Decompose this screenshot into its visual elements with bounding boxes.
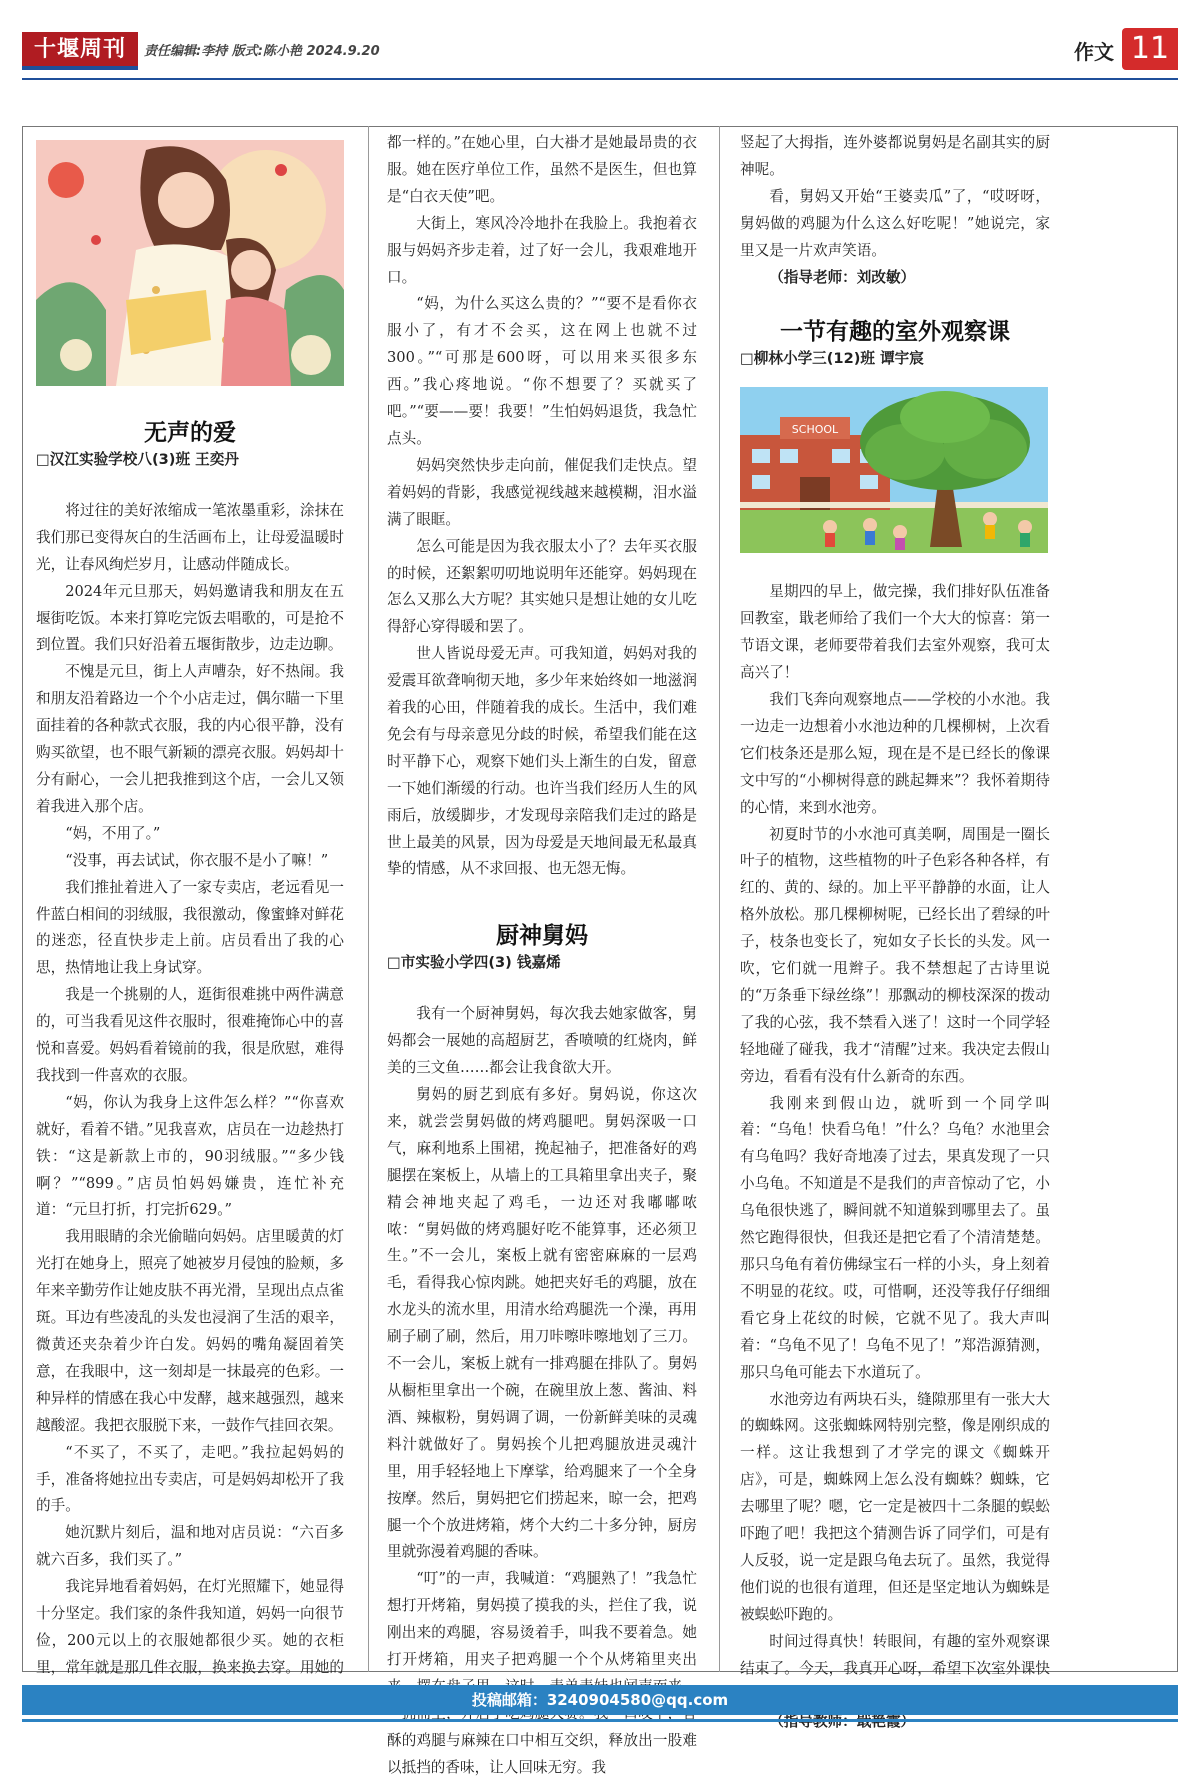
paragraph: 妈妈突然快步走向前，催促我们走快点。望着妈妈的背影，我感觉视线越来越模糊，泪水溢满了眼眶。: [387, 456, 697, 528]
paragraph: 我们飞奔向观察地点——学校的小水池。我一边走一边想着小水池边种的几棵柳树，上次看它们枝条还是那么短，现在是不是已经长的像课文中写的“小柳树得意的跳起舞来”？我怀着期待的心情，来到水池旁。: [740, 690, 1050, 816]
paragraph: 看，舅妈又开始“王婆卖瓜”了，“哎呀呀，舅妈做的鸡腿为什么这么好吃呢！”她说完，家里又是一片欢声笑语。: [740, 187, 1050, 259]
paragraph: 将过往的美好浓缩成一笔浓墨重彩，涂抹在我们那已变得灰白的生活画布上，让母爱温暖时光，让春风绚烂岁月，让感动伴随成长。: [36, 501, 344, 573]
paragraph: 我刚来到假山边，就听到一个同学叫着：“乌龟！快看乌龟！”什么？乌龟？水池里会有乌龟吗？我好奇地凑了过去，果真发现了一只小乌龟。不知道是不是我们的声音惊动了它，小乌龟很快逃了，瞬间就不知道躲到哪里去了。虽然它跑得很快，但我还是把它看了个清清楚楚。那只乌龟有着仿佛绿宝石一样的小头，身上刻着不明显的花纹。哎，可惜啊，还没等我仔仔细细看它身上花纹的时候，它就不见了。我大声叫着：“乌龟不见了！乌龟不见了！”郑浩源猜测，那只乌龟可能去下水道玩了。: [740, 1094, 1050, 1381]
paragraph: 我用眼睛的余光偷瞄向妈妈。店里暖黄的灯光打在她身上，照亮了她被岁月侵蚀的脸颊，多年来辛勤劳作让她皮肤不再光滑，呈现出点点雀斑。耳边有些凌乱的头发也浸润了生活的艰辛，微黄还夹杂着少许白发。妈妈的嘴角凝固着笑意，在我眼中，这一刻却是一抹最亮的色彩。一种异样的情感在我心中发酵，越来越强烈，越来越酸涩。我把衣服脱下来，一鼓作气挂回衣架。: [36, 1228, 344, 1434]
paragraph: 竖起了大拇指，连外婆都说舅妈是名副其实的厨神呢。: [740, 134, 1050, 178]
footer-rule: [22, 1719, 1178, 1722]
column-3: [740, 130, 1050, 1736]
paragraph: 时间过得真快！转眼间，有趣的室外观察课结束了。今天，我真开心呀，希望下次室外课快: [740, 1632, 1050, 1677]
paragraph: 世人皆说母爱无声。可我知道，妈妈对我的爱震耳欲聋响彻天地，多少年来始终如一地滋润着我的心田，伴随着我的成长。生活中，我们难免会有与母亲意见分歧的时候，希望我们能在这时平静下心，观察下她们头上渐生的白发，留意一下她们渐缓的行动。也许当我们经历人生的风雨后，放缓脚步，才发现母亲陪我们走过的路是世上最美的风景，因为母爱是天地间最无私最真挚的情感，从不求回报、也无怨无悔。: [387, 645, 697, 878]
paragraph: 她沉默片刻后，温和地对店员说：“六百多就六百多，我们买了。”: [36, 1524, 344, 1569]
paragraph: 都一样的。”在她心里，白大褂才是她最昂贵的衣服。她在医疗单位工作，虽然不是医生，但也算是“白衣天使”吧。: [387, 134, 697, 205]
school-tree-children-illustration: [740, 387, 1048, 553]
paragraph: 不愧是元旦，街上人声嘈杂，好不热闹。我和朋友沿着路边一个个小店走过，偶尔瞄一下里面挂着的各种款式衣服，我的内心很平静，没有购买欲望，也不眼气新颖的漂亮衣服。妈妈却十分有耐心，一会儿把我推到这个店，一会儿又领着我进入那个店。: [36, 663, 344, 815]
column-divider: [719, 126, 720, 1672]
school-sign-text: SCHOOL: [791, 423, 839, 437]
submission-email-bar: 投稿邮箱：3240904580@qq.com: [22, 1685, 1178, 1715]
paragraph: “妈，为什么买这么贵的？”“要不是看你衣服小了，有才不会买，这在网上也就不过300。”“可那是600呀，可以用来买很多东西。”我心疼地说。“你不想要了？买就买了吧。”“要——要！我要！”生怕妈妈退货，我急忙点头。: [387, 295, 697, 447]
paragraph: “不买了，不买了，走吧。”我拉起妈妈的手，准备将她拉出专卖店，可是妈妈却松开了我的手。: [36, 1443, 344, 1515]
section-label: 作文: [1074, 40, 1114, 64]
paragraph: 初夏时节的小水池可真美啊，周围是一圈长叶子的植物，这些植物的叶子色彩各种各样，有红的、黄的、绿的。加上平平静静的水面，让人格外放松。那几棵柳树呢，已经长出了碧绿的叶子，枝条也变长了，宛如女子长长的头发。风一吹，它们就一甩辫子。我不禁想起了古诗里说的“万条垂下绿丝绦”！那飘动的柳枝深深的拨动了我的心弦，我不禁看入迷了！这时一个同学轻轻地碰了碰我，我才“清醒”过来。我决定去假山旁边，看看有没有什么新奇的东西。: [740, 825, 1050, 1085]
paragraph: 2024年元旦那天，妈妈邀请我和朋友在五堰街吃饭。本来打算吃完饭去唱歌的，可是抢不到位置。我们只好沿着五堰街散步，边走边聊。: [36, 582, 344, 654]
paragraph: 大街上，寒风冷冷地扑在我脸上。我抱着衣服与妈妈齐步走着，过了好一会儿，我艰难地开口。: [387, 214, 697, 286]
paragraph: 我是一个挑剔的人，逛街很难挑中两件满意的，可当我看见这件衣服时，很难掩饰心中的喜悦和喜爱。妈妈看着镜前的我，很是欣慰，难得我找到一件喜欢的衣服。: [36, 986, 344, 1084]
column-divider: [368, 126, 369, 1672]
illustration-mother-daughter: [36, 140, 344, 386]
article-byline: □柳林小学三(12)班 谭宇宸: [740, 350, 924, 368]
page-header: [22, 28, 1178, 74]
editor-info: 责任编辑:李持 版式:陈小艳 2024.9.20: [144, 44, 380, 59]
teacher-credit: （指导老师：刘改敏）: [769, 268, 916, 286]
paragraph: 我有一个厨神舅妈，每次我去她家做客，舅妈都会一展她的高超厨艺，香喷喷的红烧肉，鲜美的三文鱼……都会让我食欲大开。: [387, 1005, 697, 1077]
article-byline: □汉江实验学校八(3)班 王奕丹: [36, 451, 239, 468]
column-1: [36, 130, 344, 1709]
mother-daughter-reading-illustration: [36, 140, 344, 386]
paragraph: “叮”的一声，我喊道：“鸡腿熟了！”我急忙想打开烤箱，舅妈摸了摸我的头，拦住了我，说刚出来的鸡腿，容易烫着手，叫我不要着急。她打开烤箱，用夹子把鸡腿一个个从烤箱里夹出 酥的鸡腿与麻辣在口中相互交织，释放出一股难以抵挡的香味，让人回味无穷。我: [387, 1570, 697, 1776]
article-title: 厨神舅妈: [496, 922, 588, 950]
paragraph: 我诧异地看着妈妈，在灯光照耀下，她显得十分坚定。我们家的条件我知道，妈妈一向很节俭，200元以上的衣服她都很少买。她的衣柜里，常年就是那几件衣服，换来换去穿。用她的: [36, 1578, 344, 1676]
page-number: 11: [1122, 28, 1178, 70]
article-byline: □市实验小学四(3) 钱嘉烯: [387, 954, 561, 972]
paragraph: 星期四的早上，做完操，我们排好队伍准备回教室，戢老师给了我们一个大大的惊喜：第一节语文课，老师要带着我们去室外观察，我可太高兴了！: [740, 583, 1050, 682]
paragraph: “妈，不用了。”: [65, 824, 161, 842]
paragraph: 舅妈的厨艺到底有多好。舅妈说，你这次来，就尝尝舅妈做的烤鸡腿吧。舅妈深吸一口气，麻利地系上围裙，挽起袖子，把准备好的鸡腿摆在案板上，从墙上的工具箱里拿出夹子，聚精会神地夹起了鸡毛，一边还对我嘟嘟哝哝：“舅妈做的烤鸡腿好吃不能算事，还必须卫生。”不一会儿，案板上就有密密麻麻的一层鸡毛，看得我心惊肉跳。她把夹好毛的鸡腿，放在水龙头的流水里，用清水给鸡腿洗一个澡，再用刷子刷了刷，然后，用刀咔嚓咔嚓地划了三刀。不一会儿，案板上就有一排鸡腿在排队了。舅妈从橱柜里拿出一个碗，在碗里放上葱、酱油、料酒、辣椒粉，舅妈调了调，一份新鲜美味的灵魂料汁就做好了。舅妈挨个儿把鸡腿放进灵魂汁里，用手轻轻地上下摩挲，给鸡腿来了一个全身按摩。然后，舅妈把它们捞起来，晾一会，把鸡腿一个个放进烤箱，烤个大约二十多分钟，厨房里就弥漫着鸡腿的香味。: [387, 1086, 697, 1561]
column-2: [387, 130, 697, 1782]
paragraph: “没事，再去试试，你衣服不是小了嘛！”: [65, 851, 329, 869]
illustration-school-yard: [740, 387, 1048, 553]
article-title: 一节有趣的室外观察课: [780, 318, 1010, 346]
paragraph: 水池旁边有两块石头，缝隙那里有一张大大的蜘蛛网。这张蜘蛛网特别完整，像是刚织成的一样。这让我想到了才学完的课文《蜘蛛开店》，可是，蜘蛛网上怎么没有蜘蛛？蜘蛛，它去哪里了呢？嗯，它一定是被四十二条腿的蜈蚣吓跑了吧！我把这个猜测告诉了同学们，可是有人反驳，说一定是跟乌龟去玩了。虽然，我觉得他们说的也很有道理，但还是坚定地认为蜘蛛是被蜈蚣吓跑的。: [740, 1390, 1050, 1623]
paragraph: “妈，你认为我身上这件怎么样？”“你喜欢就好，看着不错。”见我喜欢，店员在一边趁热打铁：“这是新款上市的，90羽绒服。”“多少钱啊？”“899。”店员怕妈妈嫌贵，连忙补充道：“元旦打折，打完折629。”: [36, 1093, 344, 1219]
newspaper-logo: 十堰周刊: [22, 32, 138, 70]
paragraph: 怎么可能是因为我衣服太小了？去年买衣服的时候，还絮絮叨叨地说明年还能穿。妈妈现在怎么又那么大方呢？其实她只是想让她的女儿吃得舒心穿得暖和罢了。: [387, 537, 697, 636]
header-rule: [22, 78, 1178, 80]
paragraph: 我们推扯着进入了一家专卖店，老远看见一件蓝白相间的羽绒服，我很激动，像蜜蜂对鲜花的迷恋，径直快步走上前。店员看出了我的心思，热情地让我上身试穿。: [36, 878, 344, 977]
article-title: 无声的爱: [144, 419, 236, 446]
